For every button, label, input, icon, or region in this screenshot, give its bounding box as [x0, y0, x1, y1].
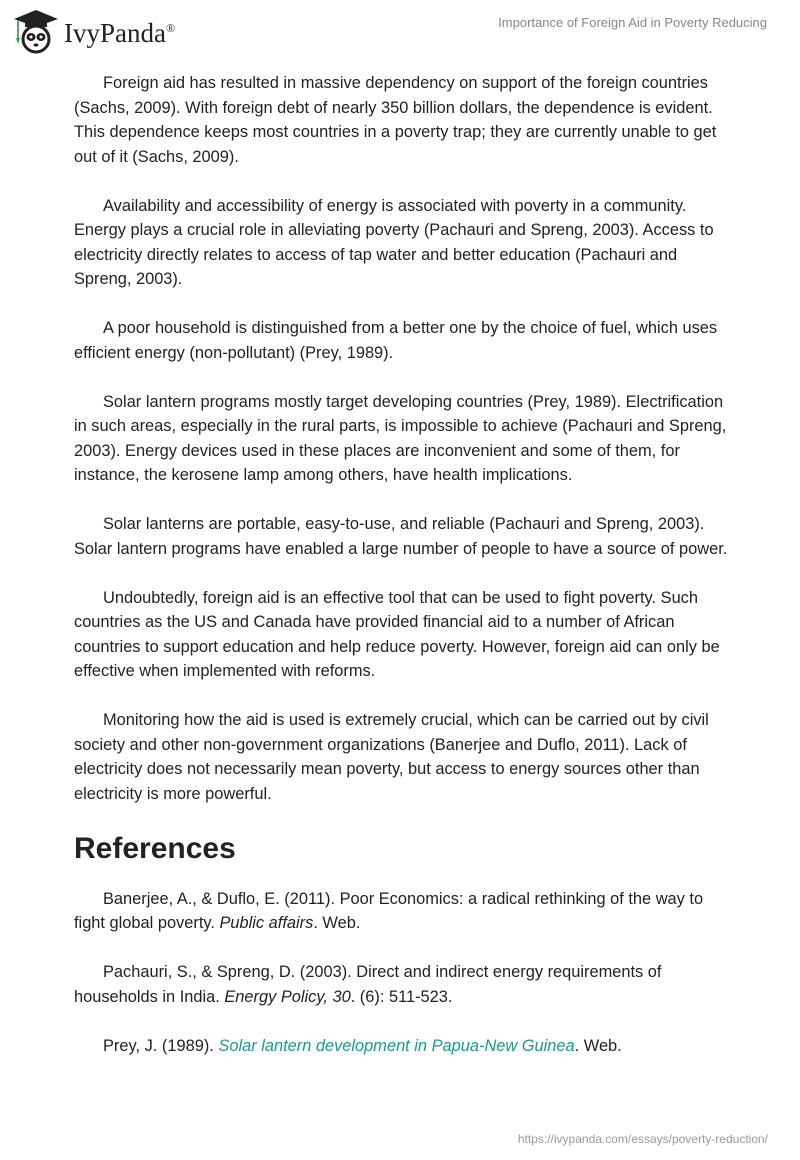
- paragraph: Solar lantern programs mostly target developing countries (Prey, 1989). Electrification in such areas, especially in the rural parts, is impossible to achieve (Pachauri and Spreng, 2003). Energy devices used in these places are inconvenient and some of them, for instance, the kerosene lamp among others, have health implications.: [74, 392, 727, 484]
- essay-body: [74, 71, 730, 1083]
- registered-mark: ®: [165, 20, 176, 35]
- reference-item: Pachauri, S., & Spreng, D. (2003). Direct and indirect energy requirements of households in India. Energy Policy, 30. (6): 511-523.: [74, 963, 662, 1006]
- reference-item: Prey, J. (1989). Solar lantern development in Papua-New Guinea. Web.: [103, 1036, 622, 1055]
- panda-logo-icon: [12, 8, 60, 54]
- reference-item: Banerjee, A., & Duflo, E. (2011). Poor Economics: a radical rethinking of the way to fight global poverty. Public affairs. Web.: [74, 889, 704, 932]
- reference-link[interactable]: Solar lantern development in Papua-New Guinea: [218, 1036, 575, 1055]
- paragraph: Undoubtedly, foreign aid is an effective tool that can be used to fight poverty. Such countries as the US and Canada have provided financial aid to a number of African countries to support education and help reduce poverty. However, foreign aid can only be effective when implemented with reforms.: [74, 588, 720, 680]
- paragraph: Foreign aid has resulted in massive dependency on support of the foreign countries (Sachs, 2009). With foreign debt of nearly 350 billion dollars, the dependence is evident. This dependence keeps most countries in a poverty trap; they are currently unable to get out of it (Sachs, 2009).: [74, 74, 717, 166]
- ivypanda-logo[interactable]: [12, 8, 175, 54]
- paragraph: A poor household is distinguished from a better one by the choice of fuel, which uses efficient energy (non-pollutant) (Prey, 1989).: [74, 319, 718, 362]
- footer-url: https://ivypanda.com/essays/poverty-reduction/: [517, 1132, 768, 1146]
- paragraph: Solar lanterns are portable, easy-to-use, and reliable (Pachauri and Spreng, 2003). Solar lantern programs have enabled a large number of people to have a source of power.: [74, 515, 728, 558]
- document-title: Importance of Foreign Aid in Poverty Reducing: [498, 15, 767, 30]
- paragraph: Monitoring how the aid is used is extremely crucial, which can be carried out by civil society and other non-government organizations (Banerjee and Duflo, 2011). Lack of electricity does not necessarily mean poverty, but access to energy sources other than electricity is more powerful.: [74, 711, 709, 803]
- paragraph: Availability and accessibility of energy is associated with poverty in a community. Energy plays a crucial role in alleviating poverty (Pachauri and Spreng, 2003). Access to electricity directly relates to access of tap water and better education (Pachauri and Spreng, 2003).: [74, 196, 714, 288]
- references-heading: References: [74, 831, 236, 865]
- brand-name: IvyPanda: [64, 17, 166, 48]
- page-header: [0, 0, 800, 60]
